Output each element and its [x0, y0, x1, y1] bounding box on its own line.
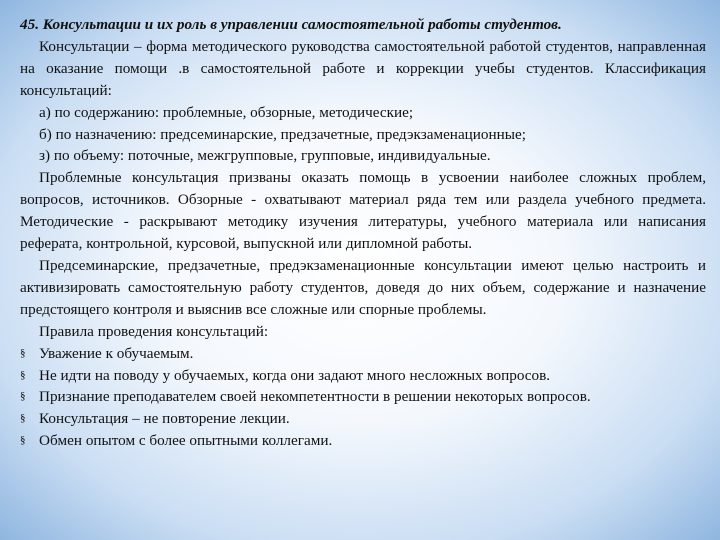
purpose-paragraph: Предсеминарские, предзачетные, предэкзаменационные консультации имеют целью настроить и активизировать самостоятельную работу студентов, доведя до них объем, содержание и назначение предстоящего контроля и выяснив все сложные или спорные проблемы. [20, 256, 706, 318]
rule-item [20, 386, 706, 408]
rule-text: Консультация – не повторение лекции. [39, 410, 290, 428]
bullet-icon: § [20, 412, 26, 425]
rule-item [20, 408, 706, 430]
slide-content [20, 14, 706, 452]
bullet-icon: § [20, 346, 26, 359]
bullet-icon: § [20, 368, 26, 381]
rules-heading: Правила проведения консультаций: [39, 322, 269, 340]
rules-list [20, 343, 706, 453]
problem-consultations-paragraph: Проблемные консультация призваны оказать помощь в усвоении наиболее сложных проблем, вопросов, источников. Обзорные - охватывают материал ряда тем или раздела учебного предмета. Методические - раскрывают методику изучения литературы, учебного материала или написания реферата, контрольной, курсовой, выпускной или дипломной работы. [20, 169, 706, 253]
classification-item: з) по объему: поточные, межгрупповые, групповые, индивидуальные. [39, 147, 491, 165]
bullet-icon: § [20, 390, 26, 403]
bullet-icon: § [20, 434, 26, 447]
rule-item [20, 430, 706, 452]
rule-item [20, 343, 706, 365]
classification-item: б) по назначению: предсеминарские, предзачетные, предэкзаменационные; [39, 125, 526, 143]
slide-title: 45. Консультации и их роль в управлении самостоятельной работы студентов. [20, 16, 562, 33]
rule-text: Не идти на поводу у обучаемых, когда они задают много несложных вопросов. [39, 366, 551, 384]
rule-item [20, 365, 706, 387]
rule-text: Уважение к обучаемым. [39, 344, 194, 362]
rule-text: Обмен опытом с более опытными коллегами. [39, 432, 333, 450]
intro-paragraph: Консультации – форма методического руководства самостоятельной работой студентов, направленная на оказание помощи .в самостоятельной работе и коррекции учебы студентов. Классификация консультаций: [20, 37, 706, 99]
rule-text: Признание преподавателем своей некомпетентности в решении некоторых вопросов. [39, 388, 591, 406]
classification-item: а) по содержанию: проблемные, обзорные, методические; [39, 103, 414, 121]
